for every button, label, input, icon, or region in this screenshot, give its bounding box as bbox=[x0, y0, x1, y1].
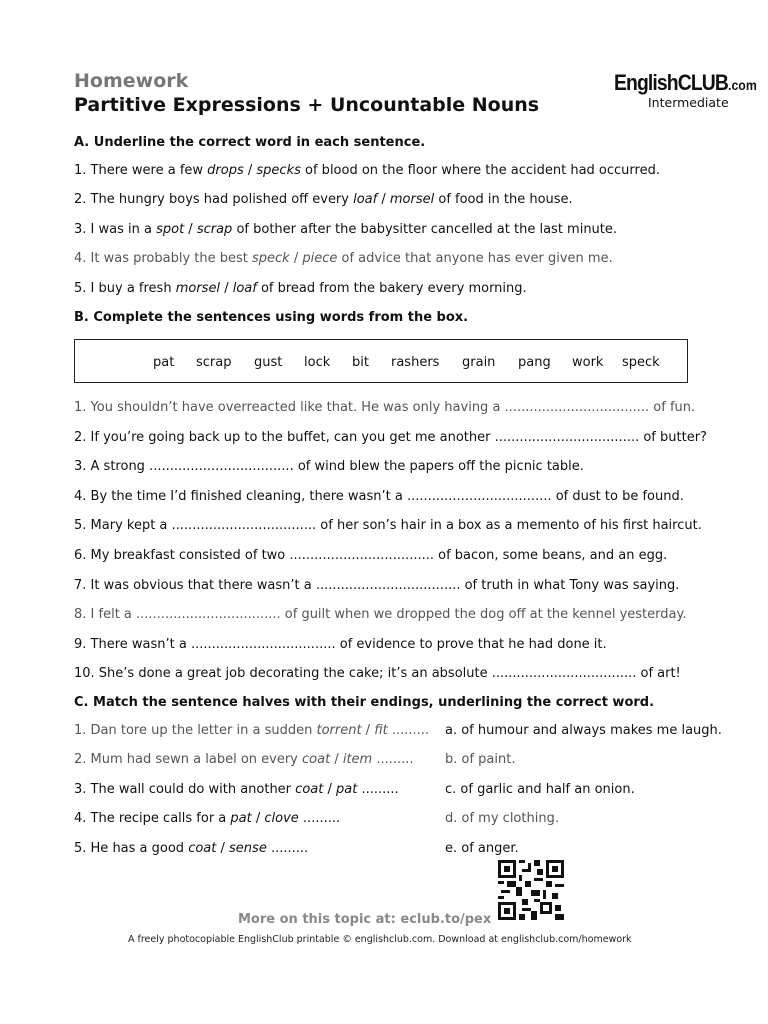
word-box-item: grain bbox=[462, 355, 496, 370]
word-box-item: bit bbox=[352, 355, 369, 370]
word-box-item: speck bbox=[622, 355, 660, 370]
option: pat bbox=[336, 782, 358, 797]
section-b-item-3: 3. A strong ................................... of wind blew the papers off the picnic table. bbox=[74, 459, 584, 474]
section-a-item-2: 2. The hungry boys had polished off every loaf / morsel of food in the house. bbox=[74, 192, 573, 207]
option: drops bbox=[207, 163, 244, 178]
section-b-item-7: 7. It was obvious that there wasn’t a ................................... of truth in what Tony was saying. bbox=[74, 578, 680, 593]
option: item bbox=[342, 752, 373, 767]
option: speck bbox=[252, 251, 290, 266]
word-box-item: lock bbox=[304, 355, 331, 370]
section-a-item-3: 3. I was in a spot / scrap of bother after the babysitter cancelled at the last minute. bbox=[74, 222, 618, 237]
option: piece bbox=[302, 251, 338, 266]
option: fit bbox=[374, 723, 388, 738]
section-c-heading: C. Match the sentence halves with their endings, underlining the correct word. bbox=[74, 695, 655, 710]
word-box-item: pat bbox=[153, 355, 175, 370]
word-box-item: scrap bbox=[196, 355, 232, 370]
section-c-right-b: b. of paint. bbox=[445, 752, 516, 767]
footer-credit: A freely photocopiable EnglishClub printable © englishclub.com. Download at englishclub.com/homework bbox=[128, 934, 632, 945]
section-c-right-c: c. of garlic and half an onion. bbox=[445, 782, 635, 797]
option: sense bbox=[229, 841, 267, 856]
section-a-item-4: 4. It was probably the best speck / piece of advice that anyone has ever given me. bbox=[74, 251, 613, 266]
section-a-item-1: 1. There were a few drops / specks of blood on the floor where the accident had occurred. bbox=[74, 163, 660, 178]
word-box-item: rashers bbox=[391, 355, 440, 370]
option: loaf bbox=[353, 192, 378, 207]
option: coat bbox=[188, 841, 217, 856]
option: loaf bbox=[232, 281, 257, 296]
section-b-item-2: 2. If you’re going back up to the buffet, can you get me another ................................... of butter? bbox=[74, 430, 707, 445]
logo-main: EnglishCLUB bbox=[614, 70, 729, 95]
section-c-left-1: 1. Dan tore up the letter in a sudden torrent / fit ......... bbox=[74, 723, 430, 738]
section-b-item-10: 10. She’s done a great job decorating the cake; it’s an absolute ................................... of art! bbox=[74, 666, 681, 681]
qr-code-icon[interactable] bbox=[498, 860, 564, 920]
word-box-item: pang bbox=[518, 355, 551, 370]
section-a-item-5: 5. I buy a fresh morsel / loaf of bread from the bakery every morning. bbox=[74, 281, 527, 296]
section-b-item-4: 4. By the time I’d finished cleaning, there wasn’t a ................................... of dust to be found. bbox=[74, 489, 684, 504]
section-b-item-1: 1. You shouldn’t have overreacted like that. He was only having a ................................... of fun. bbox=[74, 400, 696, 415]
englishclub-logo bbox=[614, 70, 757, 96]
option: pat bbox=[230, 811, 252, 826]
page-title: Partitive Expressions + Uncountable Nouns bbox=[74, 94, 540, 116]
section-c-left-4: 4. The recipe calls for a pat / clove ......... bbox=[74, 811, 341, 826]
option: clove bbox=[264, 811, 299, 826]
section-b-item-9: 9. There wasn’t a ................................... of evidence to prove that he had done it. bbox=[74, 637, 607, 652]
section-c-left-2: 2. Mum had sewn a label on every coat / item ......... bbox=[74, 752, 414, 767]
homework-label: Homework bbox=[74, 70, 189, 92]
section-c-right-e: e. of anger. bbox=[445, 841, 519, 856]
option: scrap bbox=[196, 222, 233, 237]
option: morsel bbox=[389, 192, 435, 207]
section-c-right-a: a. of humour and always makes me laugh. bbox=[445, 723, 722, 738]
word-box bbox=[74, 339, 688, 383]
logo-suffix: .com bbox=[728, 77, 757, 93]
more-info-link[interactable]: More on this topic at: eclub.to/pex bbox=[238, 912, 492, 927]
section-b-item-6: 6. My breakfast consisted of two ................................... of bacon, some beans, and an egg. bbox=[74, 548, 668, 563]
section-c-left-5: 5. He has a good coat / sense ......... bbox=[74, 841, 309, 856]
option: coat bbox=[302, 752, 331, 767]
section-b-item-5: 5. Mary kept a ................................... of her son’s hair in a box as a memento of his first haircut. bbox=[74, 518, 702, 533]
option: morsel bbox=[175, 281, 221, 296]
option: specks bbox=[256, 163, 301, 178]
section-a-heading: A. Underline the correct word in each sentence. bbox=[74, 135, 426, 150]
option: spot bbox=[156, 222, 185, 237]
word-box-item: gust bbox=[254, 355, 283, 370]
word-box-item: work bbox=[572, 355, 604, 370]
section-b-heading: B. Complete the sentences using words from the box. bbox=[74, 310, 469, 325]
level-label: Intermediate bbox=[648, 95, 729, 110]
section-c-left-3: 3. The wall could do with another coat / pat ......... bbox=[74, 782, 399, 797]
option: coat bbox=[295, 782, 324, 797]
option: torrent bbox=[316, 723, 362, 738]
section-c-right-d: d. of my clothing. bbox=[445, 811, 559, 826]
section-b-item-8: 8. I felt a ................................... of guilt when we dropped the dog off at the kennel yesterday. bbox=[74, 607, 687, 622]
